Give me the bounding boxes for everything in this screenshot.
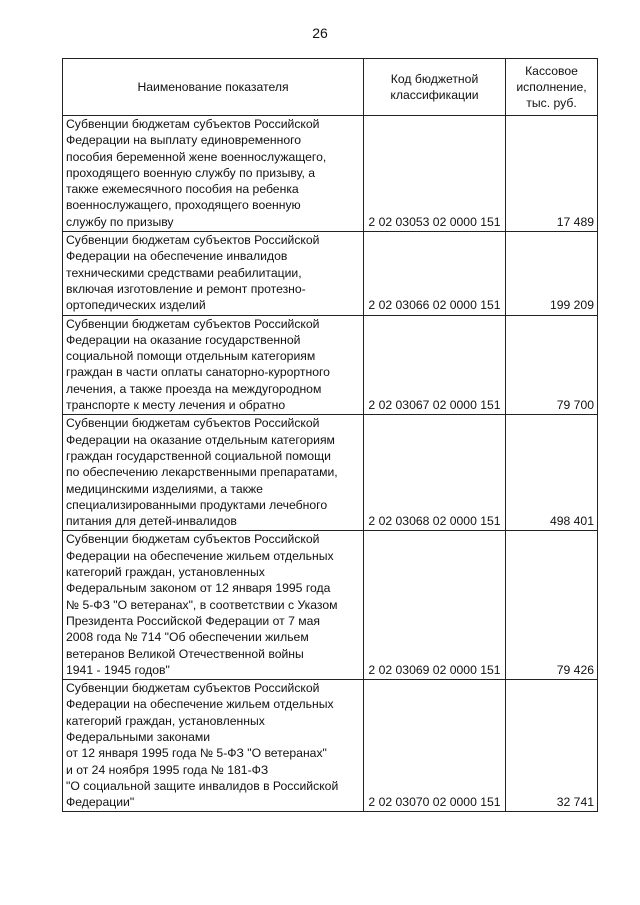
budget-table <box>62 58 598 812</box>
row-code: 2 02 03070 02 0000 151 <box>364 680 506 812</box>
table-row <box>63 315 598 415</box>
row-name-line: техническими средствами реабилитации, <box>66 265 302 280</box>
header-sum <box>506 59 598 116</box>
row-name-line: Федерации на оказание отдельным категориям <box>66 432 335 447</box>
row-name-line: 1941 - 1945 годов" <box>66 662 170 677</box>
row-name-line: Федерации на обеспечение инвалидов <box>66 249 288 264</box>
row-name-line: Субвенции бюджетам субъектов Российской <box>66 532 320 547</box>
row-name-line: Субвенции бюджетам субъектов Российской <box>66 681 320 696</box>
header-name-line: Наименование показателя <box>137 79 289 94</box>
row-name-line: медицинскими изделиями, а также <box>66 481 263 496</box>
row-name-line: граждан государственной социальной помощи <box>66 448 331 463</box>
row-name-line: категорий граждан, установленных <box>66 713 265 728</box>
row-name-line: лечения, а также проезда на междугородном <box>66 381 322 396</box>
header-code <box>364 59 506 116</box>
row-name-line: проходящего военную службу по призыву, а <box>66 165 316 180</box>
table-row <box>63 232 598 315</box>
row-name-line: и от 24 ноября 1995 года № 181-ФЗ <box>66 762 269 777</box>
row-name <box>63 415 364 531</box>
row-name <box>63 116 364 232</box>
row-code: 2 02 03053 02 0000 151 <box>364 116 506 232</box>
header-code-line: классификации <box>390 88 479 102</box>
row-sum: 498 401 <box>506 415 598 531</box>
table-header-row <box>63 59 598 116</box>
row-code: 2 02 03068 02 0000 151 <box>364 415 506 531</box>
row-name-line: Субвенции бюджетам субъектов Российской <box>66 416 320 431</box>
row-name-line: военнослужащего, проходящего военную <box>66 198 301 213</box>
row-name-line: граждан в части оплаты санаторно-курортного <box>66 365 330 380</box>
table-row <box>63 680 598 812</box>
row-name-line: Федерации на обеспечение жильем отдельных <box>66 697 334 712</box>
row-sum: 79 426 <box>506 531 598 680</box>
row-name-line: транспорте к месту лечения и обратно <box>66 398 286 413</box>
row-name-line: Федерации на оказание государственной <box>66 332 301 347</box>
row-name-line: Президента Российской Федерации от 7 мая <box>66 613 320 628</box>
header-sum-line: исполнение, <box>516 79 587 94</box>
page-number: 26 <box>312 25 328 41</box>
row-name-line: включая изготовление и ремонт протезно- <box>66 281 306 296</box>
row-name-line: Федеральными законами <box>66 729 211 744</box>
row-name <box>63 232 364 315</box>
row-name-line: № 5-ФЗ "О ветеранах", в соответствии с Указом <box>66 597 338 612</box>
row-name-line: Федерации на выплату единовременного <box>66 133 302 148</box>
table-row <box>63 531 598 680</box>
row-sum: 17 489 <box>506 116 598 232</box>
row-name-line: "О социальной защите инвалидов в Российской <box>66 778 339 793</box>
row-name-line: Субвенции бюджетам субъектов Российской <box>66 316 320 331</box>
row-name <box>63 680 364 812</box>
row-code: 2 02 03069 02 0000 151 <box>364 531 506 680</box>
row-name-line: 2008 года № 714 "Об обеспечении жильем <box>66 630 309 645</box>
row-name-line: Субвенции бюджетам субъектов Российской <box>66 233 320 248</box>
row-name-line: Субвенции бюджетам субъектов Российской <box>66 117 320 131</box>
row-sum: 79 700 <box>506 315 598 415</box>
table-row <box>63 415 598 531</box>
row-sum: 32 741 <box>506 680 598 812</box>
row-name-line: питания для детей-инвалидов <box>66 514 237 529</box>
row-name-line: Федерации на обеспечение жильем отдельных <box>66 548 334 563</box>
header-sum-line: Кассовое <box>525 63 578 78</box>
row-name-line: ортопедических изделий <box>66 298 206 313</box>
header-sum-line: тыс. руб. <box>526 96 577 111</box>
row-sum: 199 209 <box>506 232 598 315</box>
header-name <box>63 59 364 116</box>
row-name-line: категорий граждан, установленных <box>66 565 265 580</box>
table-row <box>63 116 598 232</box>
row-name-line: службу по призыву <box>66 214 174 229</box>
row-name-line: специализированными продуктами лечебного <box>66 497 328 512</box>
row-name-line: социальной помощи отдельным категориям <box>66 349 316 364</box>
row-name-line: пособия беременной жене военнослужащего, <box>66 149 327 164</box>
row-name <box>63 315 364 415</box>
row-code: 2 02 03067 02 0000 151 <box>364 315 506 415</box>
header-code-line: Код бюджетной <box>390 71 479 86</box>
row-name-line: от 12 января 1995 года № 5-ФЗ "О ветеранах" <box>66 746 327 761</box>
row-name-line: Федеральным законом от 12 января 1995 года <box>66 581 331 596</box>
row-name-line: Федерации" <box>66 795 135 810</box>
row-name-line: также ежемесячного пособия на ребенка <box>66 182 299 197</box>
row-name-line: ветеранов Великой Отечественной войны <box>66 646 304 661</box>
row-code: 2 02 03066 02 0000 151 <box>364 232 506 315</box>
row-name <box>63 531 364 680</box>
row-name-line: по обеспечению лекарственными препаратами, <box>66 465 338 480</box>
